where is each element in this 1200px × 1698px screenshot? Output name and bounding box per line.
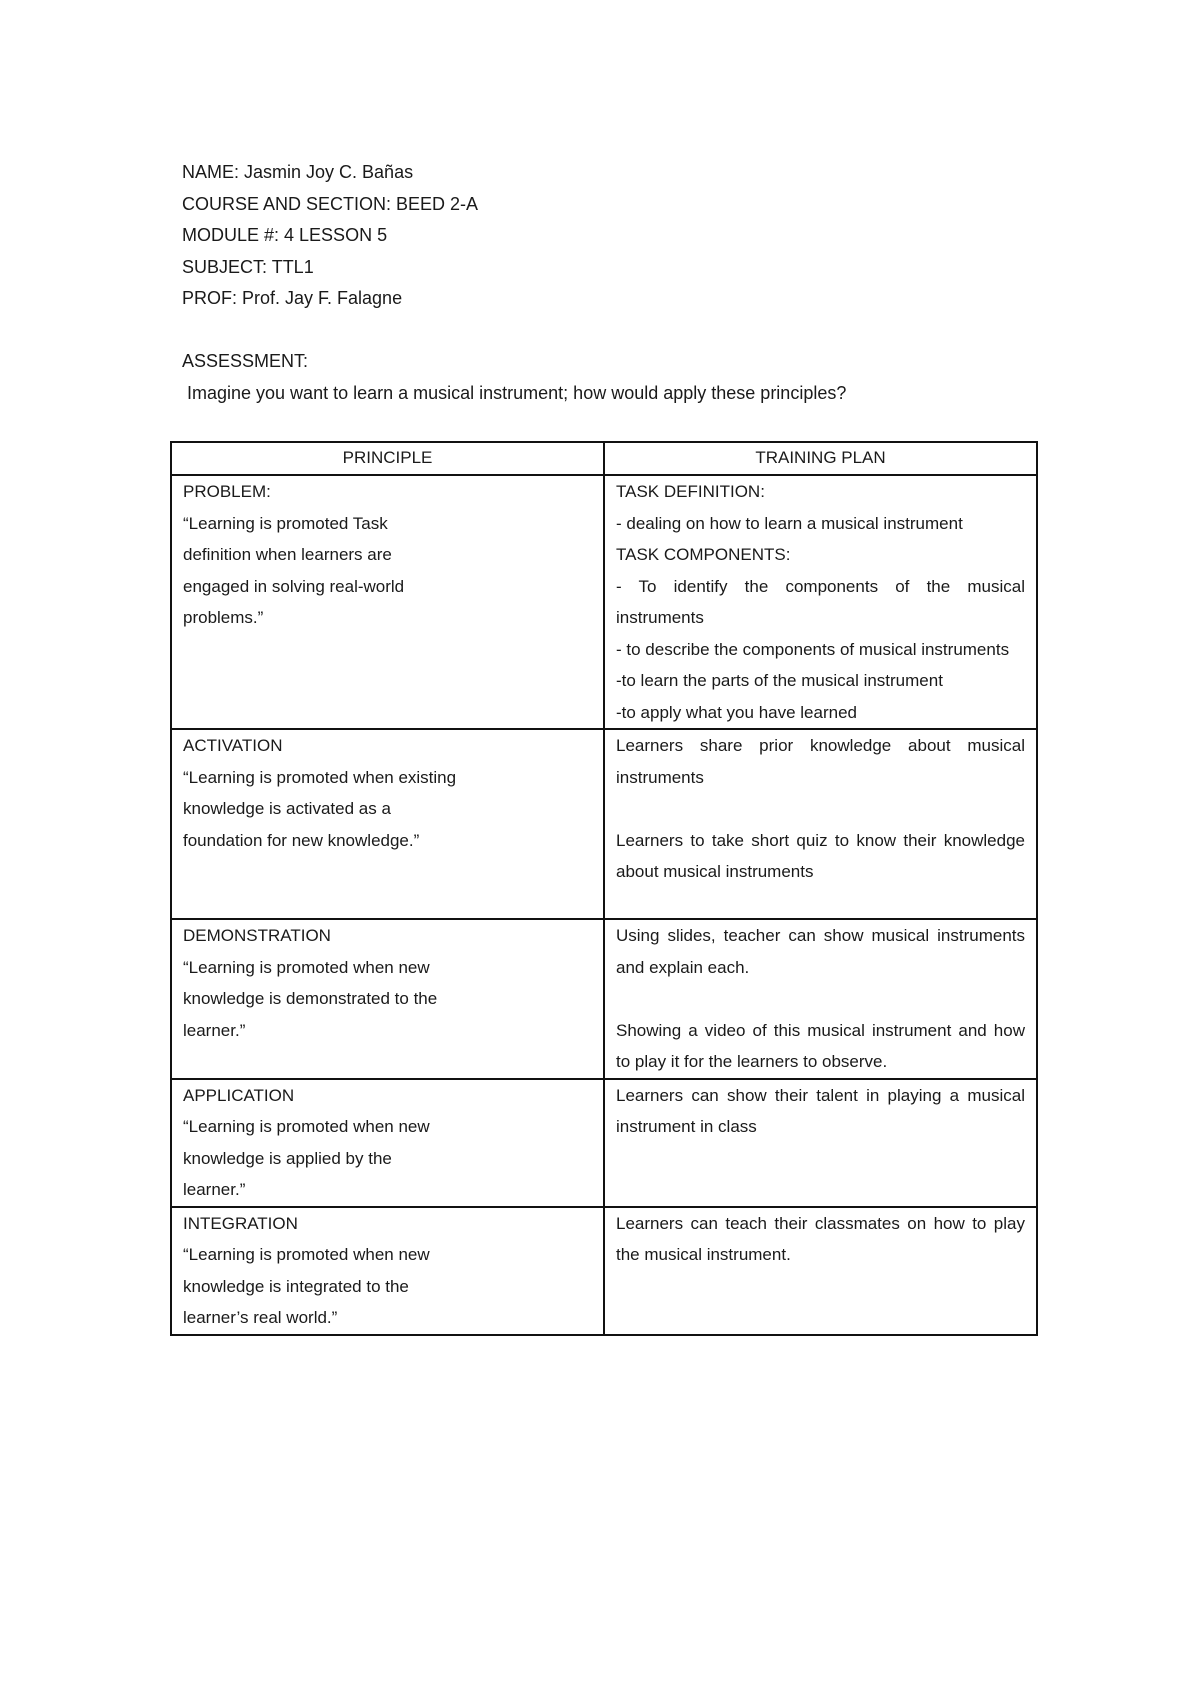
principle-title: INTEGRATION bbox=[183, 1213, 298, 1233]
table-row bbox=[171, 729, 1037, 919]
assessment-question: Imagine you want to learn a musical instrument; how would apply these principles? bbox=[187, 382, 847, 403]
plan-spacer bbox=[616, 793, 1025, 825]
student-name: NAME: Jasmin Joy C. Bañas bbox=[182, 162, 414, 182]
plan-line: - to describe the components of musical instruments bbox=[616, 639, 1010, 659]
plan-line: -to apply what you have learned bbox=[616, 702, 857, 722]
plan-line: - dealing on how to learn a musical instrument bbox=[616, 513, 963, 533]
principle-quote-line: knowledge is activated as a bbox=[183, 799, 391, 818]
principle-cell bbox=[171, 1079, 604, 1207]
training-plan-cell bbox=[604, 475, 1037, 729]
principle-cell bbox=[171, 475, 604, 729]
training-plan-cell bbox=[604, 919, 1037, 1079]
principle-quote-line: “Learning is promoted Task bbox=[183, 513, 388, 533]
principle-quote-line: “Learning is promoted when existing bbox=[183, 767, 457, 787]
plan-line: Learners share prior knowledge about musical instruments bbox=[616, 736, 1025, 787]
plan-line: - To identify the components of the musical instruments bbox=[616, 576, 1025, 627]
principle-title: APPLICATION bbox=[183, 1085, 295, 1105]
student-info bbox=[182, 157, 478, 315]
column-header-principle: PRINCIPLE bbox=[171, 442, 604, 475]
principle-cell bbox=[171, 1207, 604, 1335]
principle-quote-line: “Learning is promoted when new bbox=[183, 1117, 430, 1136]
principle-title: DEMONSTRATION bbox=[183, 926, 331, 945]
plan-line: Learners can teach their classmates on how to play the musical instrument. bbox=[616, 1213, 1025, 1264]
module-lesson: MODULE #: 4 LESSON 5 bbox=[182, 225, 388, 245]
principle-quote-line: definition when learners are bbox=[183, 545, 392, 564]
table-header-row bbox=[171, 442, 1037, 475]
plan-line: -to learn the parts of the musical instrument bbox=[616, 671, 943, 690]
table-row bbox=[171, 1079, 1037, 1207]
principle-quote-line: “Learning is promoted when new bbox=[183, 957, 430, 977]
principles-table bbox=[170, 441, 1038, 1336]
professor: PROF: Prof. Jay F. Falagne bbox=[182, 288, 403, 308]
principle-quote-line: knowledge is integrated to the bbox=[183, 1276, 409, 1296]
course-section: COURSE AND SECTION: BEED 2-A bbox=[182, 193, 479, 214]
principle-quote-line: learner’s real world.” bbox=[183, 1308, 338, 1327]
plan-spacer bbox=[616, 983, 1025, 1015]
training-plan-cell bbox=[604, 1079, 1037, 1207]
principle-quote-line: “Learning is promoted when new bbox=[183, 1245, 430, 1264]
table-row bbox=[171, 1207, 1037, 1335]
plan-line: TASK COMPONENTS: bbox=[616, 545, 791, 564]
table-row bbox=[171, 475, 1037, 729]
principle-quote-line: knowledge is demonstrated to the bbox=[183, 989, 438, 1008]
subject: SUBJECT: TTL1 bbox=[182, 256, 314, 277]
principle-quote-line: learner.” bbox=[183, 1020, 246, 1040]
table-body bbox=[171, 475, 1037, 1335]
plan-line: Learners can show their talent in playing a musical instrument in class bbox=[616, 1085, 1025, 1136]
plan-line: Showing a video of this musical instrument and how to play it for the learners to observe. bbox=[616, 1020, 1025, 1071]
table-row bbox=[171, 919, 1037, 1079]
plan-line: Using slides, teacher can show musical instruments and explain each. bbox=[616, 926, 1025, 977]
principle-quote-line: problems.” bbox=[183, 608, 264, 627]
assessment-section bbox=[182, 346, 846, 409]
training-plan-cell bbox=[604, 1207, 1037, 1335]
principle-cell bbox=[171, 729, 604, 919]
training-plan-cell bbox=[604, 729, 1037, 919]
principle-quote-line: engaged in solving real-world bbox=[183, 576, 405, 596]
plan-line: TASK DEFINITION: bbox=[616, 482, 765, 501]
principle-quote-line: foundation for new knowledge.” bbox=[183, 830, 420, 850]
principle-title: PROBLEM: bbox=[183, 482, 271, 501]
plan-line: Learners to take short quiz to know their knowledge about musical instruments bbox=[616, 830, 1025, 881]
principle-quote-line: knowledge is applied by the bbox=[183, 1148, 392, 1168]
principle-quote-line: learner.” bbox=[183, 1180, 246, 1199]
column-header-training-plan: TRAINING PLAN bbox=[604, 442, 1037, 475]
principle-title: ACTIVATION bbox=[183, 736, 283, 755]
assessment-label: ASSESSMENT: bbox=[182, 351, 309, 371]
principle-cell bbox=[171, 919, 604, 1079]
